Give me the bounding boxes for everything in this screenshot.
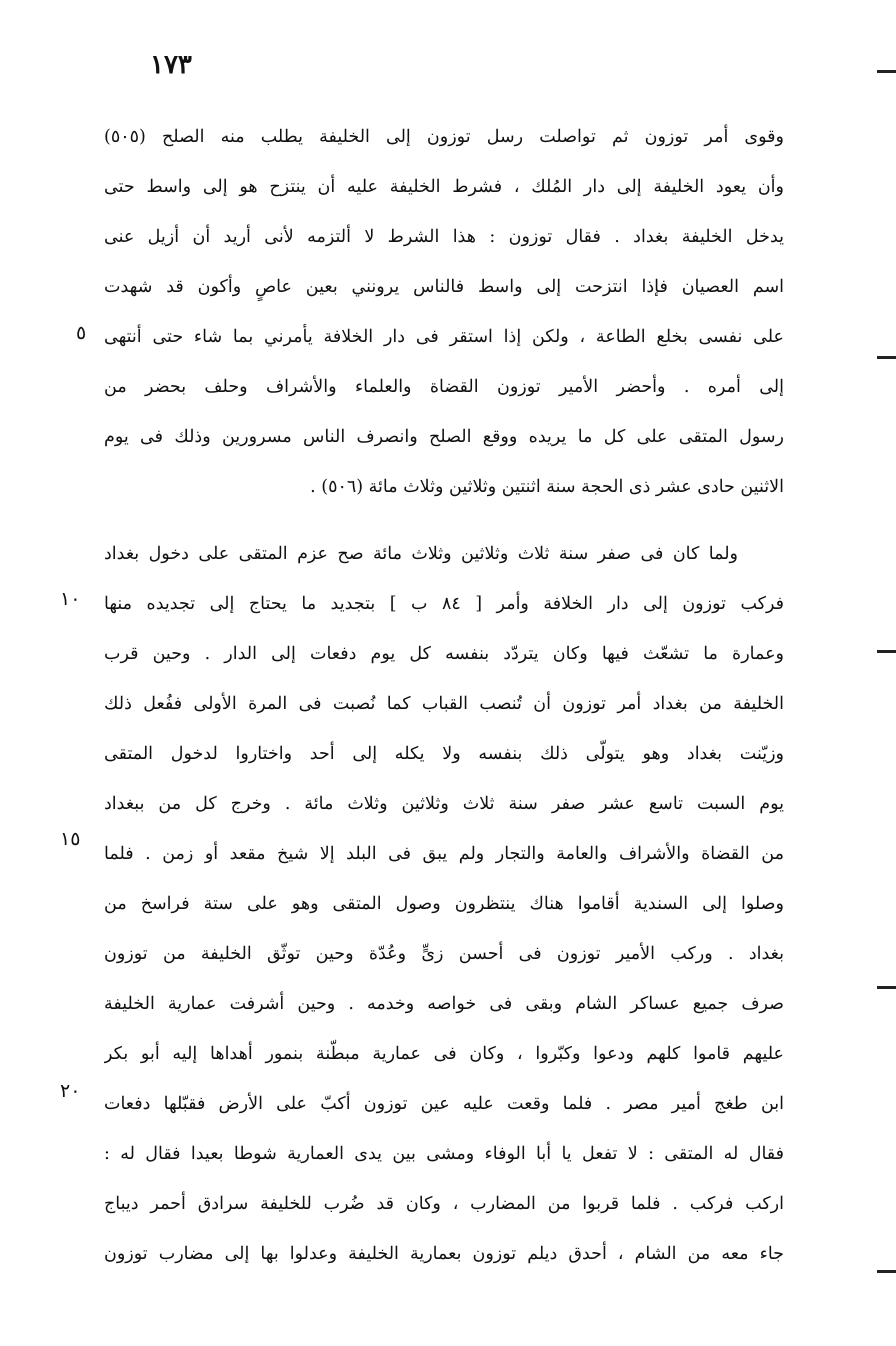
text-line: فركب توزون إلى دار الخلافة وأمر [ ٨٤ ب ] بتجديد ما يحتاج إلى تجديده منها xyxy=(104,594,784,614)
line-number-marker: ٢٠ xyxy=(60,1080,81,1102)
text-block xyxy=(104,112,784,1279)
text-line: وزيّنت بغداد وهو يتولّى ذلك بنفسه ولا يكله إلى أحد واختاروا لدخول المتقى xyxy=(104,744,784,764)
text-line: على نفسى بخلع الطاعة ، ولكن إذا استقر فى دار الخلافة يأمرني بما شاء حتى أنتهى xyxy=(104,327,784,347)
text-line: اسم العصيان فإذا انتزحت إلى واسط فالناس يرونني بعين عاصٍ وأكون قد شهدت xyxy=(104,277,784,297)
text-line: إلى أمره . وأحضر الأمير توزون القضاة والعلماء والأشراف وحلف بحضر من xyxy=(104,377,784,397)
text-line: الخليفة من بغداد أمر توزون أن تُنصب القباب كما نُصبت فى المرة الأولى ففُعل ذلك xyxy=(104,694,784,714)
text-line: من القضاة والأشراف والعامة والتجار ولم يبق فى البلد إلا شيخ مقعد أو زمن . فلما xyxy=(104,844,784,864)
text-line: بغداد . وركب الأمير توزون فى أحسن زىٍّ وعُدّة وحين توثّق الخليفة من توزون xyxy=(104,944,784,964)
line-number-marker: ١٥ xyxy=(60,828,81,850)
text-line: اركب فركب . فلما قربوا من المضارب ، وكان قد ضُرب للخليفة سرادق أحمر ديباج xyxy=(104,1194,784,1214)
page-edge-mark xyxy=(877,986,896,989)
text-line: جاء معه من الشام ، أحدق ديلم توزون بعمارية الخليفة وعدلوا بها إلى مضارب توزون xyxy=(104,1244,784,1264)
text-line: ولما كان فى صفر سنة ثلاث وثلاثين وثلاث مائة صح عزم المتقى على دخول بغداد xyxy=(104,544,738,564)
text-line: ابن طغج أمير مصر . فلما وقعت عليه عين توزون أكبّ على الأرض فقبّلها دفعات xyxy=(104,1094,784,1114)
page-edge-mark xyxy=(877,70,896,73)
line-number-marker: ٥ xyxy=(76,322,87,344)
text-line: وأن يعود الخليفة إلى دار المُلك ، فشرط الخليفة عليه أن ينتزح هو إلى واسط حتى xyxy=(104,177,784,197)
text-line: الاثنين حادى عشر ذى الحجة سنة اثنتين وثلاثين وثلاث مائة (٥٠٦) . xyxy=(310,477,784,497)
text-line: صرف جميع عساكر الشام وبقى فى خواصه وخدمه . وحين أشرفت عمارية الخليفة xyxy=(104,994,784,1014)
text-line: رسول المتقى على كل ما يريده ووقع الصلح وانصرف الناس مسرورين وذلك فى يوم xyxy=(104,427,784,447)
text-line: وعمارة ما تشعّث فيها وكان يتردّد بنفسه كل يوم دفعات إلى الدار . وحين قرب xyxy=(104,644,784,664)
text-line: يوم السبت تاسع عشر صفر سنة ثلاث وثلاثين وثلاث مائة . وخرج كل من ببغداد xyxy=(104,794,784,814)
text-line: عليهم قاموا كلهم ودعوا وكبّروا ، وكان فى عمارية مبطّنة بنمور أهداها إليه أبو بكر xyxy=(104,1044,784,1064)
page-edge-mark xyxy=(877,650,896,653)
page-edge-mark xyxy=(877,356,896,359)
text-line: يدخل الخليفة بغداد . فقال توزون : هذا الشرط لا ألتزمه لأنى أريد أن أزيل عنى xyxy=(104,227,784,247)
page-edge-mark xyxy=(877,1270,896,1273)
line-number-marker: ١٠ xyxy=(60,588,81,610)
text-line: وصلوا إلى السندية أقاموا هناك ينتظرون وصول المتقى وهو على ستة فراسخ من xyxy=(104,894,784,914)
page-number: ١٧٣ xyxy=(150,50,192,80)
text-line: فقال له المتقى : لا تفعل يا أبا الوفاء ومشى بين يدى العمارية شوطا بعيدا فقال له : xyxy=(104,1144,784,1164)
text-line: وقوى أمر توزون ثم تواصلت رسل توزون إلى الخليفة يطلب منه الصلح (٥٠٥) xyxy=(104,127,784,147)
